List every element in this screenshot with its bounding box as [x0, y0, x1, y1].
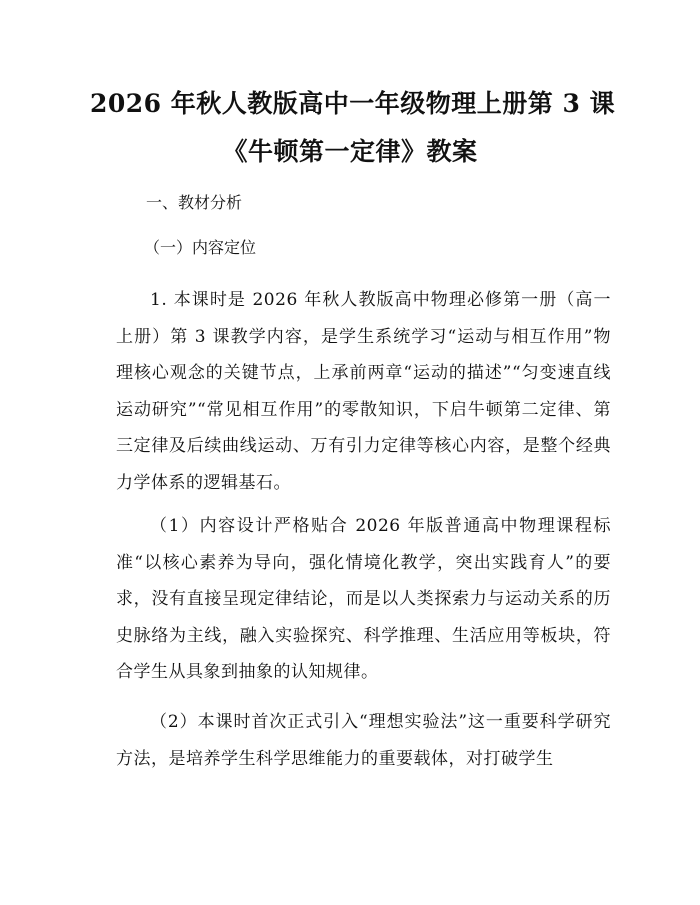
paragraph-2: （1）内容设计严格贴合 2026 年版普通高中物理课程标准“以核心素养为导向，强化情境化教学，突出实践育人”的要求，没有直接呈现定律结论，而是以人类探索力与运动关系的历史脉络为主线，融入实验探究、科学推理、生活应用等板块，符合学生从具象到抽象的认知规律。	[116, 516, 611, 682]
document-title-line-1: 2026 年秋人教版高中一年级物理上册第 3 课	[90, 89, 616, 118]
paragraph-1: 1. 本课时是 2026 年秋人教版高中物理必修第一册（高一上册）第 3 课教学内容，是学生系统学习“运动与相互作用”物理核心观念的关键节点，上承前两章“运动的描述”“匀变速直线运动研究”“常见相互作用”的零散知识，下启牛顿第二定律、第三定律及后续曲线运动、万有引力定律等核心内容，是整个经典力学体系的逻辑基石。	[116, 290, 611, 493]
paragraph-3: （2）本课时首次正式引入“理想实验法”这一重要科学研究方法，是培养学生科学思维能力的重要载体，对打破学生	[116, 712, 611, 769]
section-heading: 一、教材分析	[146, 193, 243, 212]
subsection-heading: （一）内容定位	[144, 238, 257, 257]
document-title-line-2: 《牛顿第一定律》教案	[222, 137, 478, 166]
